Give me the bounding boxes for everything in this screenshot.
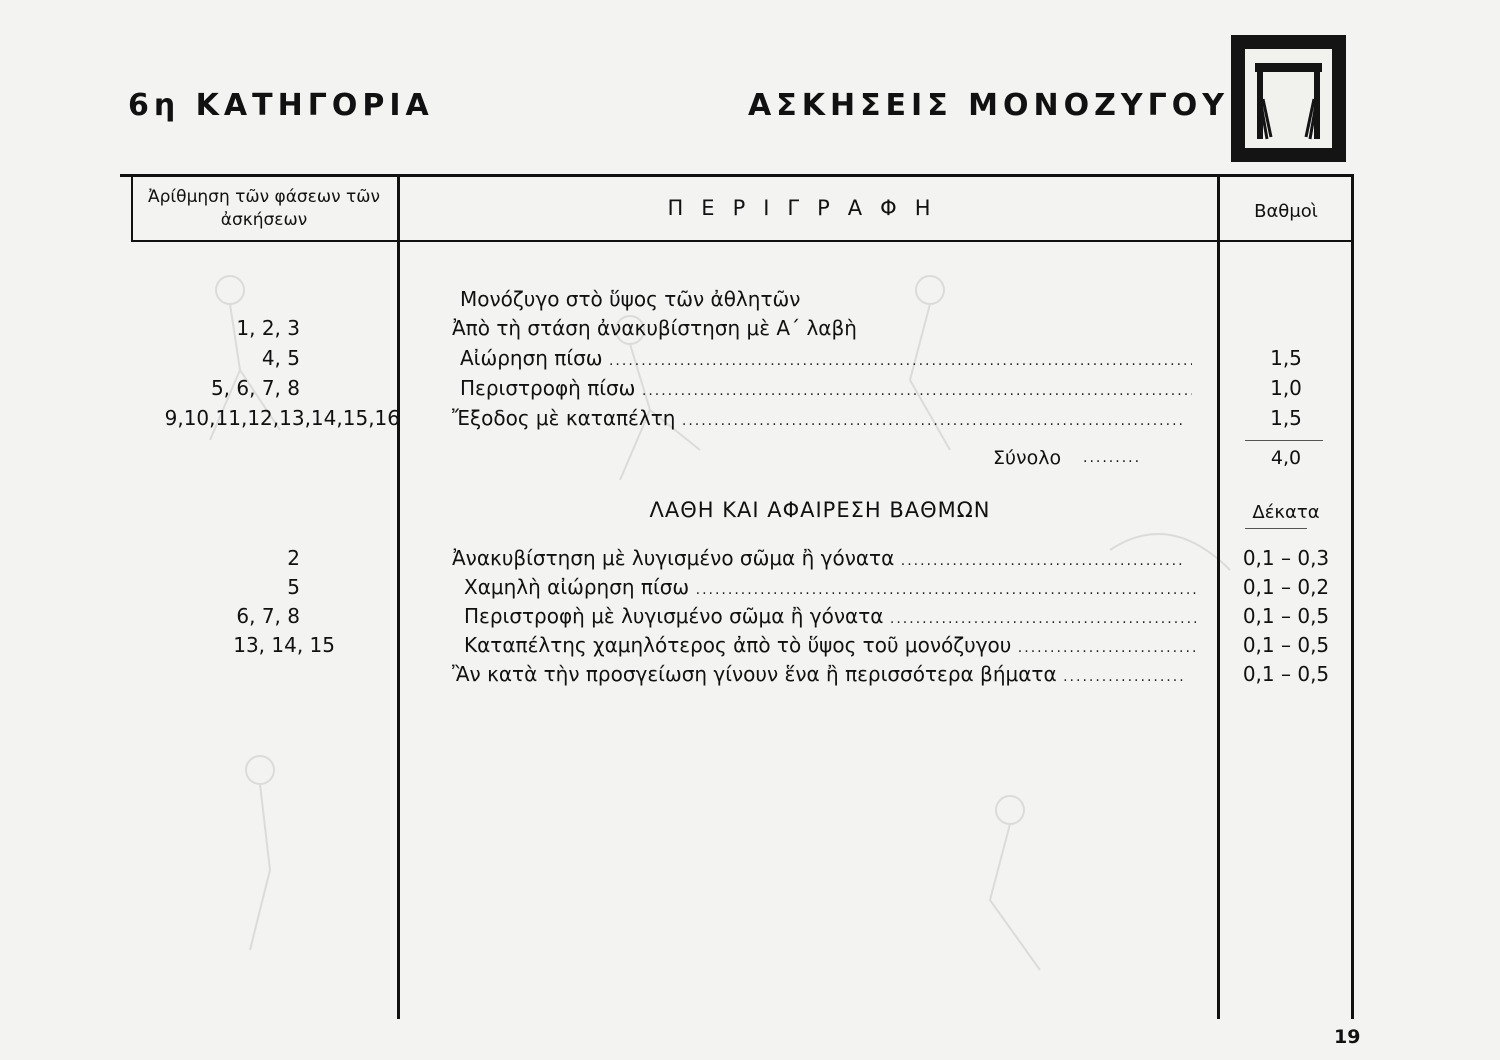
phase-numbers: 2 [287, 546, 300, 570]
faults-section-title: ΛΑΘΗ ΚΑΙ ΑΦΑΙΡΕΣΗ ΒΑΘΜΩΝ [649, 498, 991, 522]
phase-numbers: 5, 6, 7, 8 [210, 376, 300, 400]
phase-numbers: 4, 5 [261, 346, 300, 370]
exercise-points: 1,5 [1270, 346, 1302, 370]
fault-row [0, 544, 1500, 573]
sum-rule [1245, 440, 1323, 441]
numbering-column-header: Ἀρίθμηση τῶν φάσεων τῶν ἀσκήσεων [148, 187, 380, 230]
table-row [0, 344, 1500, 373]
fault-description: Χαμηλὴ αἰώρηση πίσω ..... [464, 573, 1196, 605]
total-label: Σύνολο [993, 447, 1062, 469]
points-column-header: Βαθμοὶ [1254, 201, 1318, 222]
deduction-unit-label: Δέκατα [1252, 502, 1320, 523]
table-row [0, 404, 1500, 433]
fault-row [0, 602, 1500, 631]
exercise-description: Αἰώρηση πίσω ..... [460, 344, 1192, 376]
deduction-range: 0,1 – 0,5 [1242, 633, 1330, 657]
phase-numbers: 1, 2, 3 [236, 316, 300, 340]
horizontal-bar-icon [1231, 35, 1346, 162]
table-row [0, 374, 1500, 403]
deduction-range: 0,1 – 0,5 [1242, 662, 1330, 686]
phase-numbers: 9,10,11,12,13,14,15,16 [164, 406, 400, 430]
fault-description: Καταπέλτης χαμηλότερος ἀπὸ τὸ ὕψος τοῦ μονόζυγου ..... [464, 631, 1196, 663]
exercises-title: ΑΣΚΗΣΕΙΣ ΜΟΝΟΖΥΓΟΥ [748, 88, 1229, 123]
category-title: 6η ΚΑΤΗΓΟΡΙΑ [128, 88, 434, 123]
fault-row [0, 631, 1500, 660]
fault-row [0, 573, 1500, 602]
header-bottom-rule [131, 240, 1353, 242]
deduction-unit-rule [1245, 528, 1307, 529]
phase-numbers: 6, 7, 8 [236, 604, 300, 628]
intro-row [0, 285, 1500, 314]
page-number: 19 [1334, 1026, 1361, 1048]
table-top-rule [120, 174, 1354, 177]
exercise-description: Περιστροφὴ πίσω ..... [460, 374, 1192, 406]
fault-description: Ἀνακυβίστηση μὲ λυγισμένο σῶμα ἢ γόνατα ..... [452, 544, 1184, 576]
exercise-points: 1,5 [1270, 406, 1302, 430]
deduction-range: 0,1 – 0,2 [1242, 575, 1330, 599]
total-value: 4,0 [1270, 447, 1302, 469]
description-column-header: ΠΕΡΙΓΡΑΦΗ [667, 196, 949, 220]
phase-numbers: 5 [287, 575, 300, 599]
exercise-description: Ἀπὸ τὴ στάση ἀνακυβίστηση μὲ Α΄ λαβὴ [452, 316, 857, 340]
intro-text: Μονόζυγο στὸ ὕψος τῶν ἀθλητῶν [460, 287, 801, 311]
phase-numbers: 13, 14, 15 [233, 633, 335, 657]
fault-row [0, 660, 1500, 689]
deduction-range: 0,1 – 0,5 [1242, 604, 1330, 628]
deduction-range: 0,1 – 0,3 [1242, 546, 1330, 570]
exercise-description: Ἔξοδος μὲ καταπέλτη ..... [452, 404, 1184, 436]
fault-description: Ἂν κατὰ τὴν προσγείωση γίνουν ἕνα ἢ περισσότερα βήματα ..... [452, 660, 1184, 692]
total-dots: ......... [1083, 450, 1142, 466]
fault-description: Περιστροφὴ μὲ λυγισμένο σῶμα ἢ γόνατα ..... [464, 602, 1196, 634]
exercise-points: 1,0 [1270, 376, 1302, 400]
table-row [0, 314, 1500, 343]
